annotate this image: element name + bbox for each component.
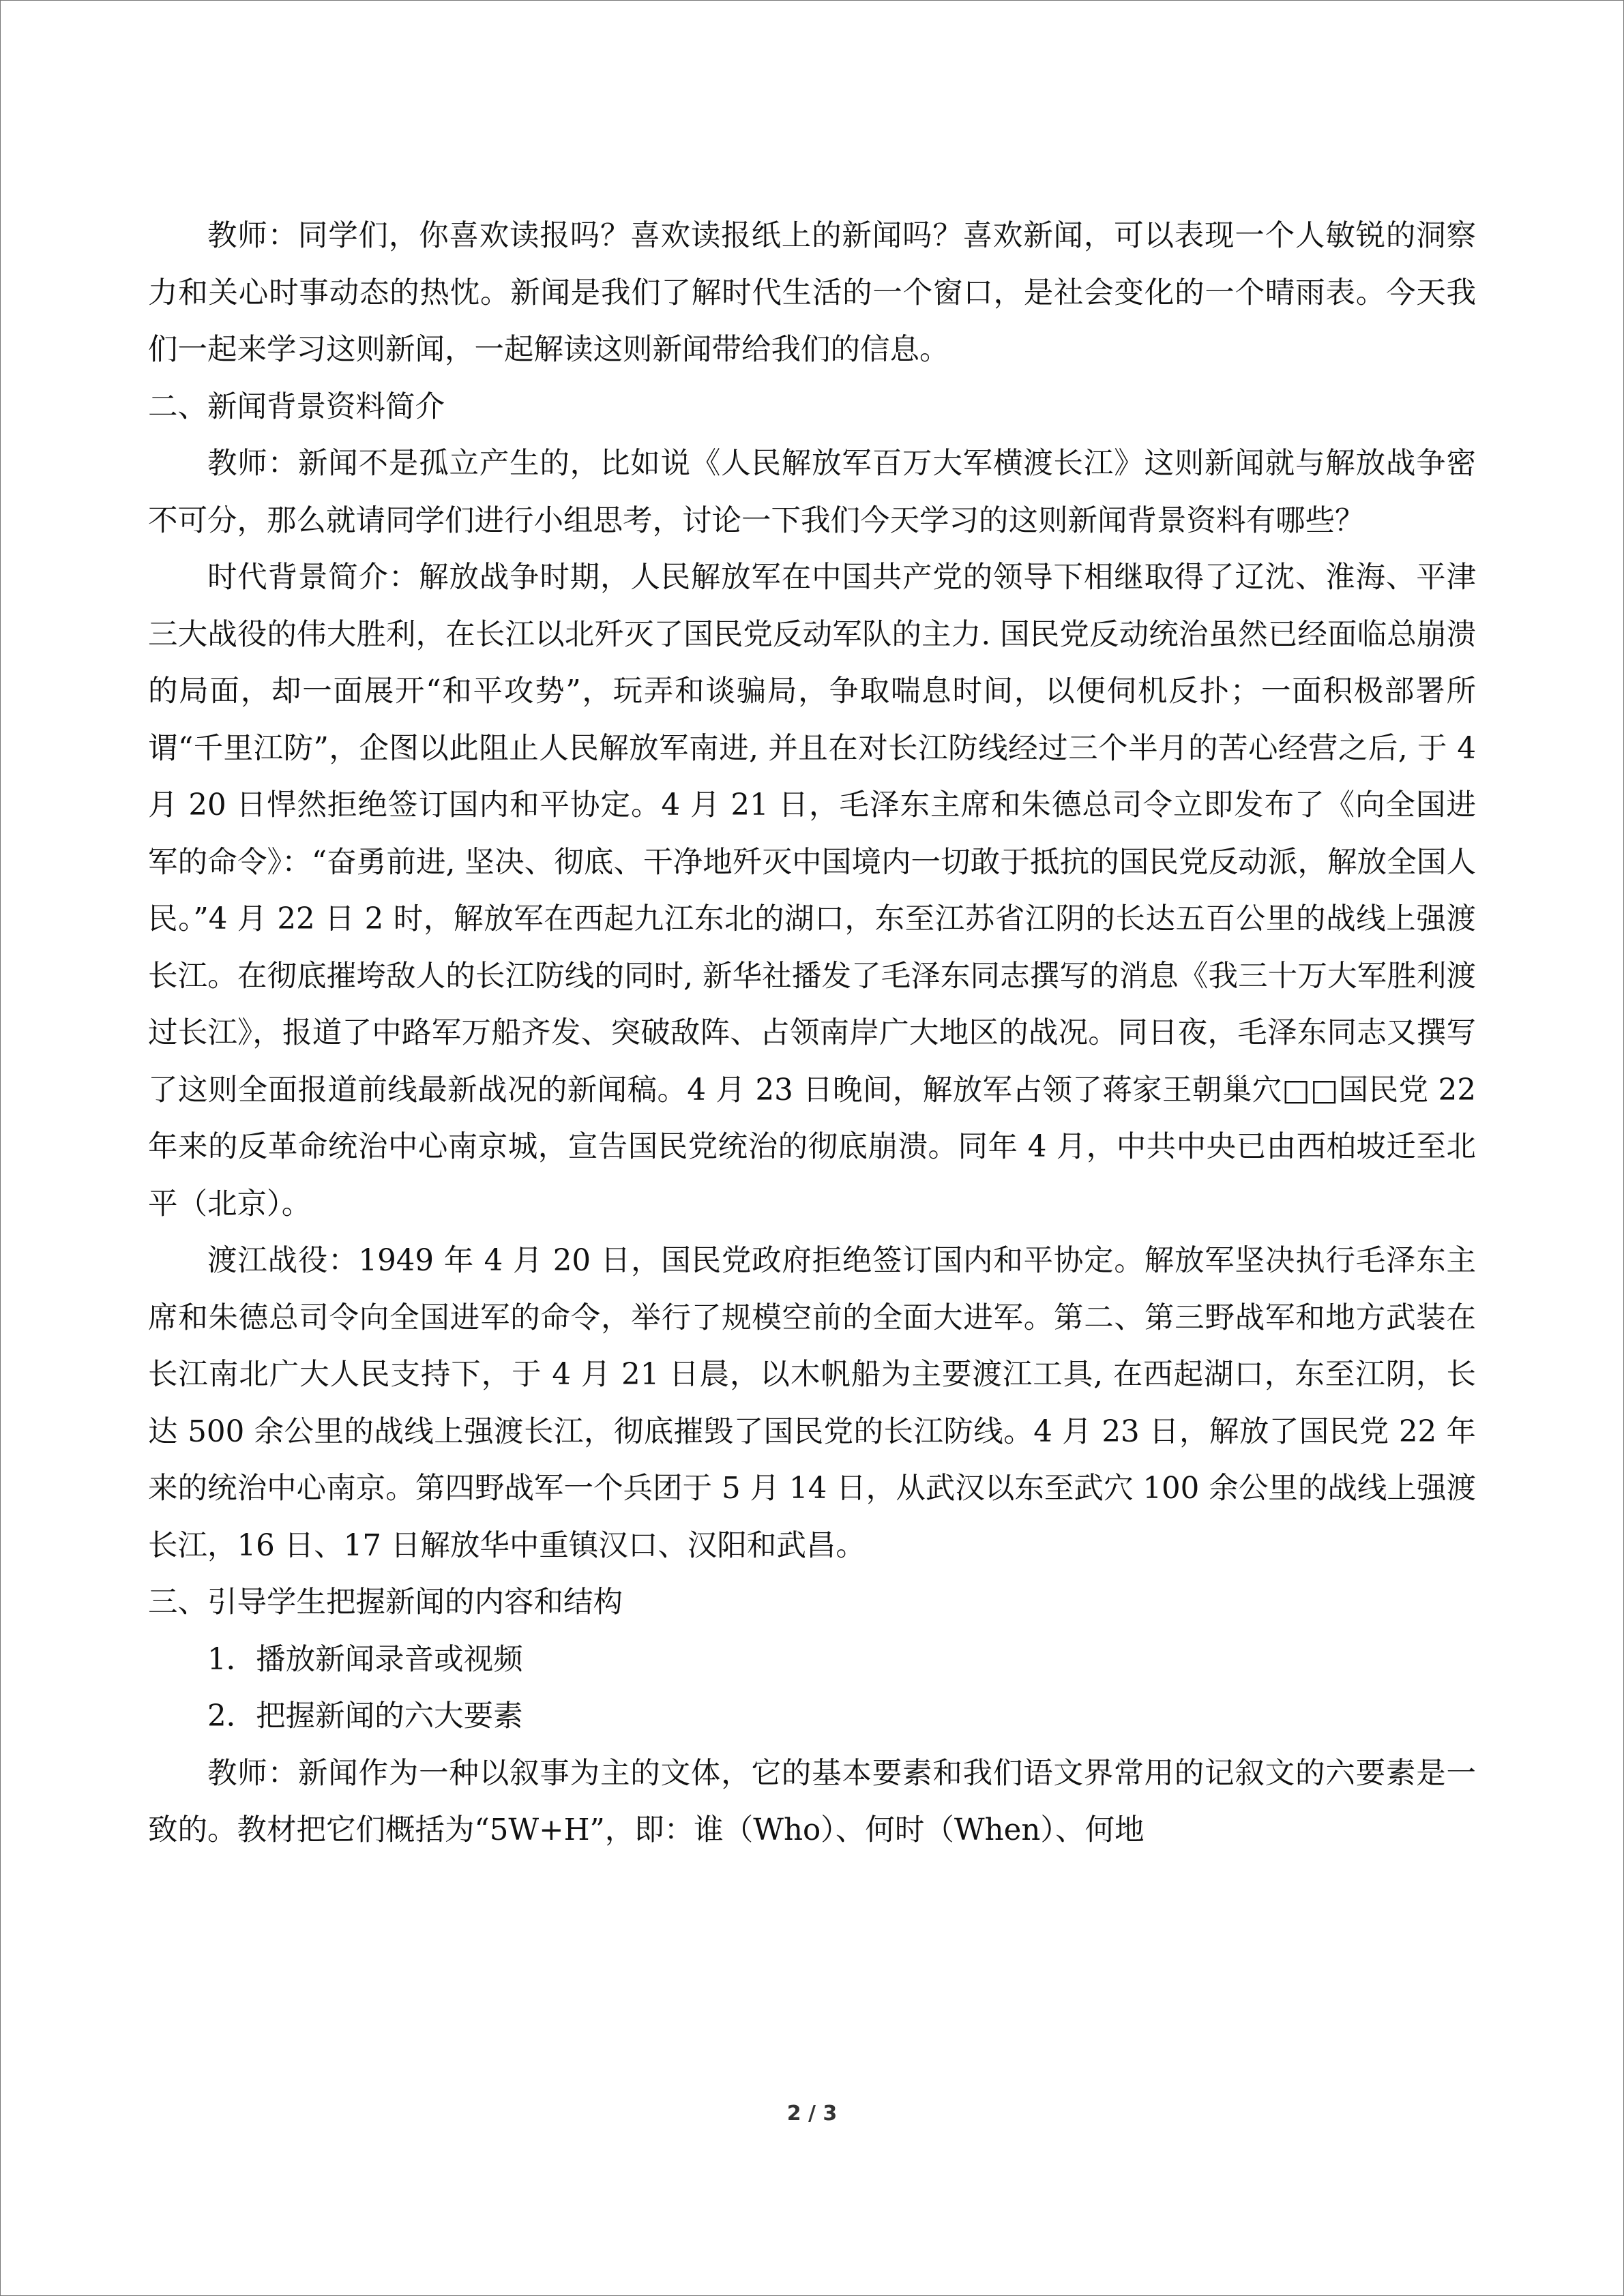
paragraph-intro: 教师：同学们，你喜欢读报吗？喜欢读报纸上的新闻吗？喜欢新闻，可以表现一个人敏锐的洞察力和关心时事动态的热忱。新闻是我们了解时代生活的一个窗口，是社会变化的一个晴雨表。今天我们一起来学习这则新闻，一起解读这则新闻带给我们的信息。 (148, 219, 1476, 367)
list-item-six-elements: 2．把握新闻的六大要素 (207, 1699, 523, 1733)
document-body (148, 208, 1476, 1860)
list-item-play-recording: 1．播放新闻录音或视频 (207, 1642, 523, 1677)
paragraph-background-question: 教师：新闻不是孤立产生的，比如说《人民解放军百万大军横渡长江》这则新闻就与解放战争密不可分，那么就请同学们进行小组思考，讨论一下我们今天学习的这则新闻背景资料有哪些？ (148, 447, 1476, 538)
section-heading-background: 二、新闻背景资料简介 (148, 389, 445, 424)
section-heading-structure: 三、引导学生把握新闻的内容和结构 (148, 1585, 623, 1620)
paragraph-news-elements: 教师：新闻作为一种以叙事为主的文体，它的基本要素和我们语文界常用的记叙文的六要素是一致的。教材把它们概括为“5W+H”，即：谁（Who）、何时（When）、何地 (148, 1756, 1476, 1847)
paragraph-era-background: 时代背景简介：解放战争时期，人民解放军在中国共产党的领导下相继取得了辽沈、淮海、平津三大战役的伟大胜利，在长江以北歼灭了国民党反动军队的主力. 国民党反动统治虽然已经面临总崩溃的局面，却一面展开“和平攻势”，玩弄和谈骗局，争取喘息时间，以便伺机反扑；一面积极部署所谓“千里江防”，企图以此阻止人民解放军南进, 并且在对长江防线经过三个半月的苦心经营之后, 于 4 月 20 日悍然拒绝签订国内和平协定。4 月 21 日，毛泽东主席和朱德总司令立即发布了《向全国进军的命令》：“奋勇前进, 坚决、彻底、干净地歼灭中国境内一切敢于抵抗的国民党反动派，解放全国人民。”4 月 22 日 2 时，解放军在西起九江东北的湖口，东至江苏省江阴的长达五百公里的战线上强渡长江。在彻底摧垮敌人的长江防线的同时, 新华社播发了毛泽东同志撰写的消息《我三十万大军胜利渡过长江》，报道了中路军万船齐发、突破敌阵、占领南岸广大地区的战况。同日夜，毛泽东同志又撰写了这则全面报道前线最新战况的新闻稿。4 月 23 日晚间，解放军占领了蒋家王朝巢穴□□国民党 22 年来的反革命统治中心南京城，宣告国民党统治的彻底崩溃。同年 4 月，中共中央已由西柏坡迁至北平（北京）。 (148, 561, 1476, 1221)
page-number: 2 / 3 (786, 2102, 838, 2126)
paragraph-crossing-campaign: 渡江战役：1949 年 4 月 20 日，国民党政府拒绝签订国内和平协定。解放军坚决执行毛泽东主席和朱德总司令向全国进军的命令，举行了规模空前的全面大进军。第二、第三野战军和地方武装在长江南北广大人民支持下，于 4 月 21 日晨，以木帆船为主要渡江工具, 在西起湖口，东至江阴，长达 500 余公里的战线上强渡长江，彻底摧毁了国民党的长江防线。4 月 23 日，解放了国民党 22 年来的统治中心南京。第四野战军一个兵团于 5 月 14 日，从武汉以东至武穴 100 余公里的战线上强渡长江，16 日、17 日解放华中重镇汉口、汉阳和武昌。 (148, 1244, 1476, 1563)
